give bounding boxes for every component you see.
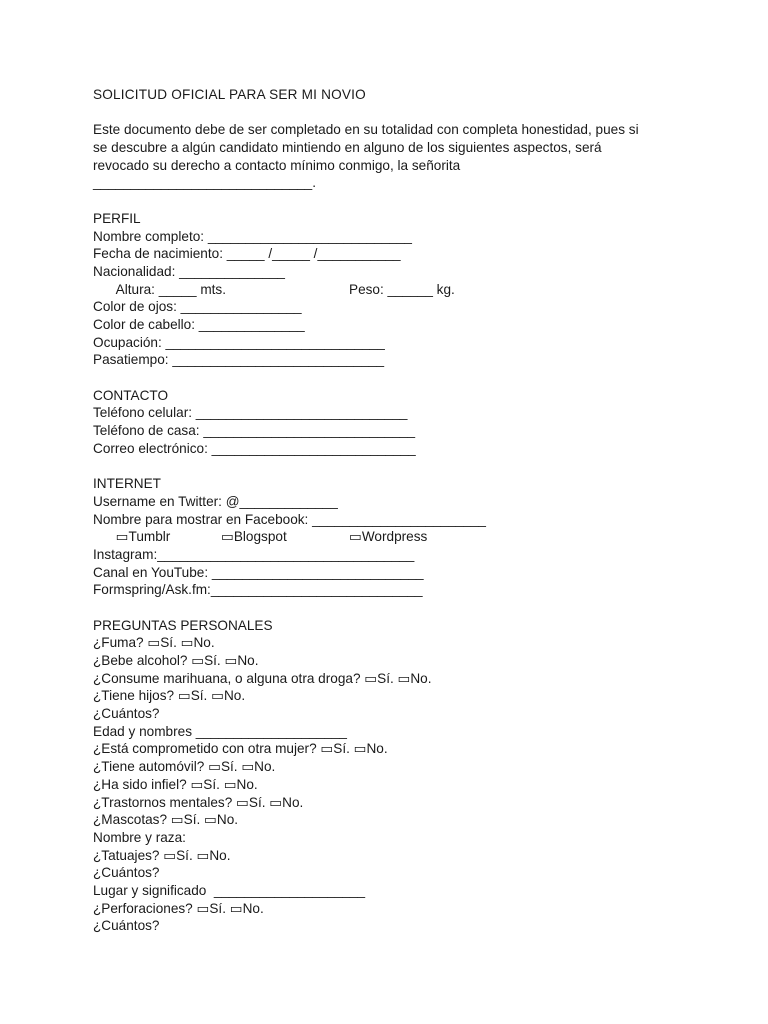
section-heading-contacto: CONTACTO (93, 387, 169, 403)
intro-line: se descubre a algún candidato mintiendo en alguno de los siguientes aspectos, será (93, 140, 602, 156)
section-heading-perfil: PERFIL (93, 210, 141, 226)
field-telefono-casa[interactable]: Teléfono de casa: ____________________________ (93, 423, 416, 439)
label-nombre-raza: Nombre y raza: (93, 829, 186, 845)
field-twitter[interactable]: Username en Twitter: @_____________ (93, 493, 338, 509)
question-automovil[interactable]: ¿Tiene automóvil? ▭Sí. ▭No. (93, 759, 276, 775)
intro-line: revocado su derecho a contacto mínimo conmigo, la señorita (93, 157, 461, 173)
question-drogas[interactable]: ¿Consume marihuana, o alguna otra droga? ▭Sí. ▭No. (93, 670, 432, 686)
field-color-cabello[interactable]: Color de cabello: ______________ (93, 316, 305, 332)
document-title: SOLICITUD OFICIAL PARA SER MI NOVIO (93, 87, 366, 102)
checkbox-wordpress[interactable]: ▭Wordpress (349, 529, 428, 545)
question-cuantos-tatuajes: ¿Cuántos? (93, 865, 160, 881)
spacer (93, 369, 693, 387)
field-youtube[interactable]: Canal en YouTube: ____________________________ (93, 564, 424, 580)
section-preguntas-personales (93, 617, 693, 935)
field-instagram[interactable]: Instagram:__________________________________ (93, 546, 415, 562)
field-telefono-celular[interactable]: Teléfono celular: ____________________________ (93, 405, 408, 421)
field-nombre-completo[interactable]: Nombre completo: ___________________________ (93, 228, 412, 244)
question-tatuajes[interactable]: ¿Tatuajes? ▭Sí. ▭No. (93, 847, 231, 863)
field-fecha-nacimiento[interactable]: Fecha de nacimiento: _____ /_____ /___________ (93, 246, 401, 262)
checkbox-blogspot[interactable]: ▭Blogspot (221, 529, 287, 545)
intro-paragraph (93, 121, 693, 192)
intro-blank-line[interactable]: _____________________________. (93, 175, 317, 191)
section-heading-preguntas: PREGUNTAS PERSONALES (93, 617, 273, 633)
blog-platform-row (93, 528, 693, 546)
section-contacto (93, 387, 693, 458)
section-internet (93, 475, 693, 599)
field-formspring[interactable]: Formspring/Ask.fm:____________________________ (93, 582, 423, 598)
section-perfil (93, 210, 693, 369)
intro-line: Este documento debe de ser completado en su totalidad con completa honestidad, pues si (93, 122, 639, 138)
spacer (93, 457, 693, 475)
document-page (93, 86, 693, 935)
field-ocupacion[interactable]: Ocupación: _____________________________ (93, 334, 385, 350)
spacer (93, 104, 693, 122)
checkbox-tumblr[interactable]: ▭Tumblr (115, 529, 171, 545)
question-comprometido[interactable]: ¿Está comprometido con otra mujer? ▭Sí. ▭No. (93, 741, 388, 757)
field-color-ojos[interactable]: Color de ojos: ________________ (93, 299, 302, 315)
field-nacionalidad[interactable]: Nacionalidad: ______________ (93, 263, 285, 279)
question-infiel[interactable]: ¿Ha sido infiel? ▭Sí. ▭No. (93, 776, 258, 792)
field-peso[interactable]: Peso: ______ kg. (349, 281, 455, 297)
field-edad-nombres[interactable]: Edad y nombres ____________________ (93, 723, 347, 739)
field-correo[interactable]: Correo electrónico: ___________________________ (93, 440, 416, 456)
question-perforaciones[interactable]: ¿Perforaciones? ▭Sí. ▭No. (93, 900, 264, 916)
spacer (93, 599, 693, 617)
section-heading-internet: INTERNET (93, 476, 161, 492)
altura-peso-row (93, 281, 693, 299)
question-fuma[interactable]: ¿Fuma? ▭Sí. ▭No. (93, 635, 215, 651)
question-hijos[interactable]: ¿Tiene hijos? ▭Sí. ▭No. (93, 688, 246, 704)
question-cuantas-perforaciones: ¿Cuántos? (93, 918, 160, 934)
question-cuantos-hijos: ¿Cuántos? (93, 706, 160, 722)
question-mascotas[interactable]: ¿Mascotas? ▭Sí. ▭No. (93, 812, 239, 828)
field-altura[interactable]: Altura: _____ mts. (115, 281, 226, 297)
field-pasatiempo[interactable]: Pasatiempo: ____________________________ (93, 352, 385, 368)
question-bebe-alcohol[interactable]: ¿Bebe alcohol? ▭Sí. ▭No. (93, 653, 259, 668)
question-trastornos[interactable]: ¿Trastornos mentales? ▭Sí. ▭No. (93, 794, 304, 810)
spacer (93, 192, 693, 210)
field-lugar-significado[interactable]: Lugar y significado ____________________ (93, 882, 366, 898)
field-facebook[interactable]: Nombre para mostrar en Facebook: _______________________ (93, 511, 486, 527)
